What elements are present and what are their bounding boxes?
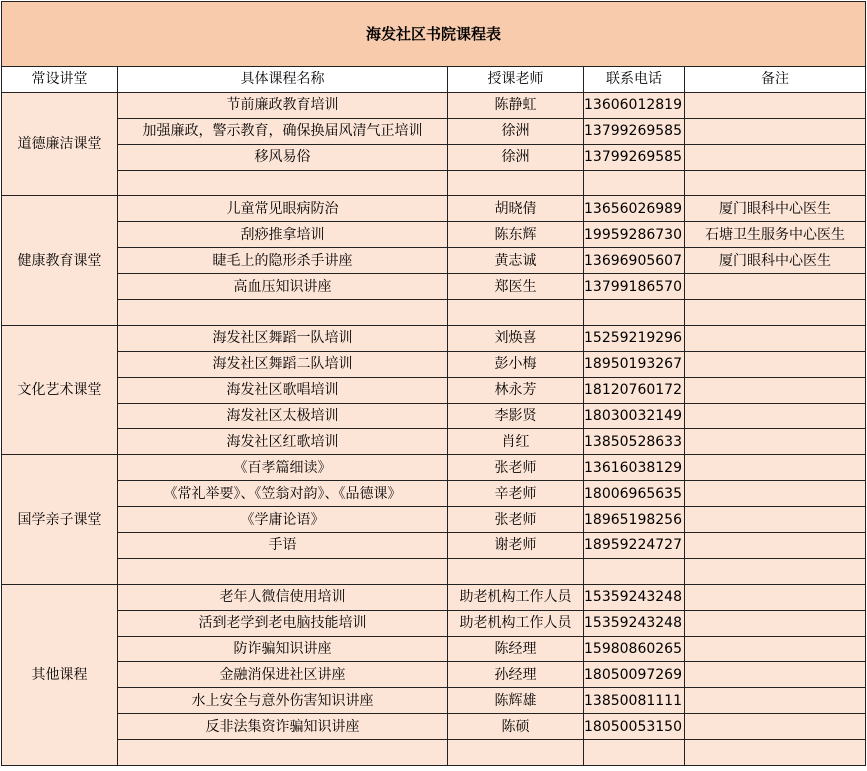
- course-cell[interactable]: [118, 558, 448, 584]
- note-cell[interactable]: [685, 507, 866, 533]
- header-row: [2, 67, 866, 93]
- title-row: [2, 2, 866, 67]
- note-cell[interactable]: [685, 740, 866, 766]
- teacher-cell[interactable]: 刘焕喜: [448, 325, 584, 351]
- table-row: [2, 403, 866, 429]
- note-cell[interactable]: [685, 351, 866, 377]
- table-row: [2, 196, 866, 222]
- header-category[interactable]: 常设讲堂: [2, 67, 118, 93]
- note-cell[interactable]: [685, 455, 866, 481]
- table-row: [2, 584, 866, 610]
- course-cell[interactable]: 金融消保进社区讲座: [118, 662, 448, 688]
- course-cell[interactable]: 《百孝篇细读》: [118, 455, 448, 481]
- category-cell[interactable]: 其他课程: [2, 584, 118, 765]
- teacher-cell[interactable]: 陈静虹: [448, 92, 584, 118]
- teacher-cell[interactable]: 孙经理: [448, 662, 584, 688]
- teacher-cell[interactable]: 彭小梅: [448, 351, 584, 377]
- teacher-cell[interactable]: 陈经理: [448, 636, 584, 662]
- course-cell[interactable]: 《学庸论语》: [118, 507, 448, 533]
- table-row: [2, 429, 866, 455]
- phone-cell[interactable]: 18120760172: [584, 377, 685, 403]
- course-cell[interactable]: 海发社区舞蹈二队培训: [118, 351, 448, 377]
- table-row: [2, 144, 866, 170]
- table-row: [2, 662, 866, 688]
- table-row: [2, 688, 866, 714]
- table-row: [2, 507, 866, 533]
- category-cell[interactable]: 健康教育课堂: [2, 196, 118, 325]
- course-cell[interactable]: 移风易俗: [118, 144, 448, 170]
- phone-cell[interactable]: 19959286730: [584, 222, 685, 248]
- teacher-cell[interactable]: [448, 558, 584, 584]
- phone-cell[interactable]: 13799269585: [584, 144, 685, 170]
- course-cell[interactable]: 刮痧推拿培训: [118, 222, 448, 248]
- teacher-cell[interactable]: 林永芳: [448, 377, 584, 403]
- teacher-cell[interactable]: 胡晓倩: [448, 196, 584, 222]
- phone-cell[interactable]: 18030032149: [584, 403, 685, 429]
- note-cell[interactable]: 石塘卫生服务中心医生: [685, 222, 866, 248]
- note-cell[interactable]: [685, 714, 866, 740]
- teacher-cell[interactable]: 徐洲: [448, 118, 584, 144]
- course-cell[interactable]: [118, 170, 448, 196]
- table-row: [2, 714, 866, 740]
- phone-cell[interactable]: 13656026989: [584, 196, 685, 222]
- table-row: [2, 118, 866, 144]
- table-row: [2, 558, 866, 584]
- teacher-cell[interactable]: 陈硕: [448, 714, 584, 740]
- teacher-cell[interactable]: 黄志诚: [448, 248, 584, 274]
- teacher-cell[interactable]: 辛老师: [448, 481, 584, 507]
- header-note[interactable]: 备注: [685, 67, 866, 93]
- note-cell[interactable]: [685, 533, 866, 559]
- teacher-cell[interactable]: 谢老师: [448, 533, 584, 559]
- teacher-cell[interactable]: 助老机构工作人员: [448, 610, 584, 636]
- course-schedule-table: [1, 1, 866, 766]
- teacher-cell[interactable]: 助老机构工作人员: [448, 584, 584, 610]
- header-phone[interactable]: 联系电话: [584, 67, 685, 93]
- teacher-cell[interactable]: 陈东辉: [448, 222, 584, 248]
- course-cell[interactable]: 海发社区红歌培训: [118, 429, 448, 455]
- note-cell[interactable]: [685, 300, 866, 326]
- course-cell[interactable]: 儿童常见眼病防治: [118, 196, 448, 222]
- course-cell[interactable]: 海发社区歌唱培训: [118, 377, 448, 403]
- teacher-cell[interactable]: 李影贤: [448, 403, 584, 429]
- table-row: [2, 351, 866, 377]
- course-cell[interactable]: 海发社区舞蹈一队培训: [118, 325, 448, 351]
- phone-cell[interactable]: 13799186570: [584, 274, 685, 300]
- category-cell[interactable]: 道德廉洁课堂: [2, 92, 118, 196]
- note-cell[interactable]: [685, 144, 866, 170]
- course-cell[interactable]: [118, 740, 448, 766]
- phone-cell[interactable]: 18050053150: [584, 714, 685, 740]
- course-cell[interactable]: 海发社区太极培训: [118, 403, 448, 429]
- category-cell[interactable]: 国学亲子课堂: [2, 455, 118, 584]
- note-cell[interactable]: [685, 610, 866, 636]
- course-cell[interactable]: 高血压知识讲座: [118, 274, 448, 300]
- phone-cell[interactable]: 13850081111: [584, 688, 685, 714]
- course-cell[interactable]: 老年人微信使用培训: [118, 584, 448, 610]
- phone-cell[interactable]: [584, 170, 685, 196]
- note-cell[interactable]: [685, 170, 866, 196]
- note-cell[interactable]: [685, 558, 866, 584]
- phone-cell[interactable]: 15259219296: [584, 325, 685, 351]
- phone-cell[interactable]: 18965198256: [584, 507, 685, 533]
- note-cell[interactable]: [685, 377, 866, 403]
- note-cell[interactable]: 厦门眼科中心医生: [685, 196, 866, 222]
- note-cell[interactable]: [685, 662, 866, 688]
- table-row: [2, 248, 866, 274]
- phone-cell[interactable]: [584, 558, 685, 584]
- phone-cell[interactable]: 13799269585: [584, 118, 685, 144]
- phone-cell[interactable]: 18006965635: [584, 481, 685, 507]
- header-course[interactable]: 具体课程名称: [118, 67, 448, 93]
- phone-cell[interactable]: 13606012819: [584, 92, 685, 118]
- phone-cell[interactable]: 13616038129: [584, 455, 685, 481]
- table-row: [2, 455, 866, 481]
- table-row: [2, 740, 866, 766]
- phone-cell[interactable]: 15359243248: [584, 610, 685, 636]
- teacher-cell[interactable]: 张老师: [448, 455, 584, 481]
- teacher-cell[interactable]: [448, 300, 584, 326]
- phone-cell[interactable]: 18050097269: [584, 662, 685, 688]
- teacher-cell[interactable]: 陈辉雄: [448, 688, 584, 714]
- course-cell[interactable]: 水上安全与意外伤害知识讲座: [118, 688, 448, 714]
- course-cell[interactable]: [118, 300, 448, 326]
- teacher-cell[interactable]: [448, 170, 584, 196]
- phone-cell[interactable]: 13850528633: [584, 429, 685, 455]
- note-cell[interactable]: [685, 118, 866, 144]
- course-cell[interactable]: 手语: [118, 533, 448, 559]
- teacher-cell[interactable]: [448, 740, 584, 766]
- teacher-cell[interactable]: 郑医生: [448, 274, 584, 300]
- note-cell[interactable]: [685, 325, 866, 351]
- table-row: [2, 636, 866, 662]
- header-teacher[interactable]: 授课老师: [448, 67, 584, 93]
- table-row: [2, 170, 866, 196]
- course-cell[interactable]: 反非法集资诈骗知识讲座: [118, 714, 448, 740]
- phone-cell[interactable]: [584, 300, 685, 326]
- note-cell[interactable]: [685, 274, 866, 300]
- note-cell[interactable]: [685, 92, 866, 118]
- table-row: [2, 300, 866, 326]
- course-cell[interactable]: 活到老学到老电脑技能培训: [118, 610, 448, 636]
- phone-cell[interactable]: 15980860265: [584, 636, 685, 662]
- course-cell[interactable]: 《常礼举要》、《笠翁对韵》、《品德课》: [118, 481, 448, 507]
- phone-cell[interactable]: [584, 740, 685, 766]
- table-row: [2, 325, 866, 351]
- note-cell[interactable]: 厦门眼科中心医生: [685, 248, 866, 274]
- table-row: [2, 533, 866, 559]
- sheet-title[interactable]: 海发社区书院课程表: [2, 2, 866, 67]
- note-cell[interactable]: [685, 688, 866, 714]
- table-row: [2, 274, 866, 300]
- phone-cell[interactable]: 13696905607: [584, 248, 685, 274]
- note-cell[interactable]: [685, 584, 866, 610]
- course-cell[interactable]: 节前廉政教育培训: [118, 92, 448, 118]
- teacher-cell[interactable]: 张老师: [448, 507, 584, 533]
- note-cell[interactable]: [685, 429, 866, 455]
- phone-cell[interactable]: 18959224727: [584, 533, 685, 559]
- course-cell[interactable]: 睫毛上的隐形杀手讲座: [118, 248, 448, 274]
- category-cell[interactable]: 文化艺术课堂: [2, 325, 118, 454]
- table-row: [2, 222, 866, 248]
- note-cell[interactable]: [685, 636, 866, 662]
- table-row: [2, 481, 866, 507]
- phone-cell[interactable]: 18950193267: [584, 351, 685, 377]
- table-row: [2, 92, 866, 118]
- teacher-cell[interactable]: 肖红: [448, 429, 584, 455]
- table-row: [2, 610, 866, 636]
- note-cell[interactable]: [685, 481, 866, 507]
- course-cell[interactable]: 加强廉政，警示教育，确保换届风清气正培训: [118, 118, 448, 144]
- table-row: [2, 377, 866, 403]
- course-cell[interactable]: 防诈骗知识讲座: [118, 636, 448, 662]
- note-cell[interactable]: [685, 403, 866, 429]
- teacher-cell[interactable]: 徐洲: [448, 144, 584, 170]
- phone-cell[interactable]: 15359243248: [584, 584, 685, 610]
